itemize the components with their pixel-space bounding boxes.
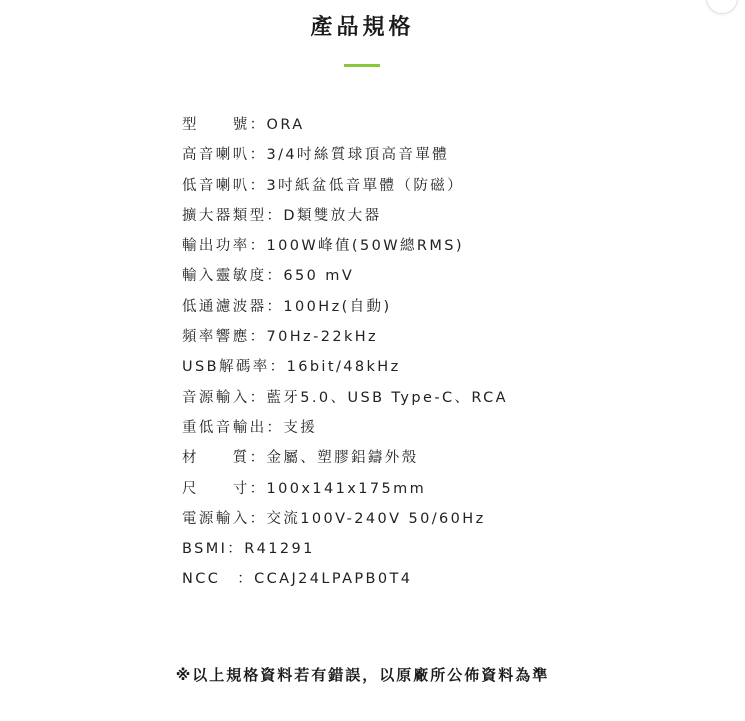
- spec-value: 藍牙5.0、USB Type-C、RCA: [266, 389, 508, 406]
- spec-row-ncc: [182, 568, 508, 598]
- spec-row-tweeter: [182, 144, 508, 174]
- spec-label: BSMI：: [182, 541, 245, 558]
- spec-label: USB解碼率：: [182, 359, 287, 376]
- spec-value: 支援: [283, 419, 318, 436]
- spec-label: NCC ：: [182, 571, 255, 588]
- spec-label: 音源輸入：: [182, 389, 267, 406]
- spec-value: 3/4吋絲質球頂高音單體: [266, 147, 450, 164]
- spec-row-inputs: [182, 387, 508, 417]
- spec-label: 尺 寸：: [182, 480, 267, 497]
- spec-row-low-pass: [182, 296, 508, 326]
- spec-value: 100W峰值(50W總RMS): [266, 238, 464, 255]
- spec-row-frequency: [182, 326, 508, 356]
- spec-label: 高音喇叭：: [182, 147, 267, 164]
- spec-row-bsmi: [182, 538, 508, 568]
- page-title: 產品規格: [310, 15, 415, 40]
- spec-value: 交流100V-240V 50/60Hz: [266, 510, 486, 527]
- spec-value: 100Hz(自動): [283, 298, 392, 315]
- spec-label: 輸出功率：: [182, 238, 267, 255]
- disclaimer-note: ※以上規格資料若有錯誤，以原廠所公佈資料為準: [175, 666, 550, 684]
- spec-row-usb-decode: [182, 356, 508, 386]
- spec-label: 低音喇叭：: [182, 177, 267, 194]
- spec-row-power-input: [182, 508, 508, 538]
- spec-value: R41291: [244, 541, 315, 558]
- spec-value: 3吋紙盆低音單體（防磁）: [266, 177, 465, 194]
- spec-row-output-power: [182, 235, 508, 265]
- title-underline: [344, 64, 380, 67]
- spec-row-sub-out: [182, 417, 508, 447]
- spec-value: 金屬、塑膠鋁鑄外殼: [266, 450, 419, 467]
- spec-label: 型 號：: [182, 117, 267, 133]
- spec-value: 70Hz-22kHz: [266, 329, 379, 346]
- spec-value: ORA: [266, 117, 305, 133]
- spec-label: 輸入靈敏度：: [182, 268, 284, 285]
- spec-label: 電源輸入：: [182, 510, 267, 527]
- spec-label: 材 質：: [182, 450, 267, 467]
- spec-label: 擴大器類型：: [182, 207, 284, 224]
- spec-row-woofer: [182, 175, 508, 205]
- spec-label: 重低音輸出：: [182, 419, 284, 436]
- spec-row-material: [182, 447, 508, 477]
- spec-value: 100x141x175mm: [266, 480, 427, 497]
- spec-label: 頻率響應：: [182, 329, 267, 346]
- spec-list: [182, 114, 508, 599]
- spec-row-model: [182, 114, 508, 144]
- spec-row-dimensions: [182, 478, 508, 508]
- spec-value: D類雙放大器: [283, 207, 382, 224]
- spec-value: 16bit/48kHz: [286, 359, 401, 376]
- spec-value: CCAJ24LPAPB0T4: [254, 571, 413, 588]
- spec-value: 650 mV: [283, 268, 355, 285]
- spec-row-sensitivity: [182, 265, 508, 295]
- spec-label: 低通濾波器：: [182, 298, 284, 315]
- spec-row-amplifier: [182, 205, 508, 235]
